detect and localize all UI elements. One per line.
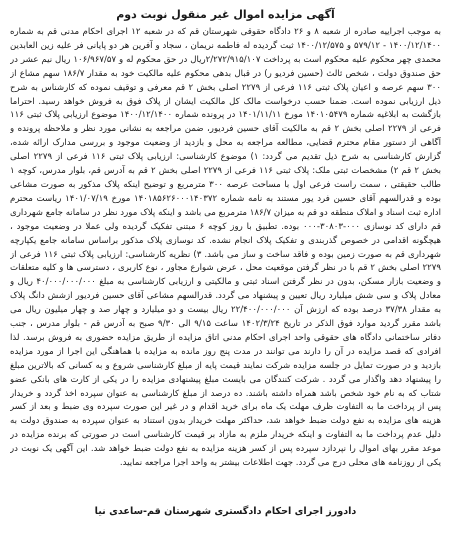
notice-signature: دادورز اجرای احکام دادگستری شهرستان قم-ساعدی نیا	[94, 506, 357, 517]
notice-title: آگهی مزایده اموال غیر منقول نوبت دوم	[116, 8, 335, 21]
notice-body: به موجب اجراییه صادره از شعبه ۸ و ۲۶ دادگاه حقوقی شهرستان قم که در شعبه ۱۲ اجرای احکام مدنی قم به شماره ۱۴۰۰/۱۲/۱۴۰۰ - ۵۷۹/۱۲ و ۱۴۰۰/۱۲/۵۷۵ ثبت گردیده له فاطمه نریمان ، سجاد و آفرین هر دو پایانی فر علیه زین العابدین محمدی چهر محکوم علیه محکوم است به پرداخت ۲/۲۷۲/۹۱۵/۱۰۷ریال در حق محکوم له و ۱۰۶/۹۶۷/۵۷ ریال نیم عشر در حق صندوق دولت ، شخص ثالث (حسین فردیو ر) در قبال بدهی محکوم علیه مالکیت خود به مقدار ۱۸۶/۷ سهم مشاع از ۳۰۰ سهم عرصه و اعیان پلاک ثبتی ۱۱۶ فرعی از ۲۲۷۹ اصلی بخش ۲ قم معرفی و توقیف نموده که کارشناس به شرح ذیل ارزیابی نموده است. ضمنا حسب درخواست مالک کل مالکیت ایشان از پلاک فوق به فروش خواهد رسید. احتراما بازگشت به ابلاغیه شماره ۱۴۰۱۰۵۴۷۹ مورخ ۱۴۰۱/۱۱/۱۱ در پرونده شماره ۱۴۰۰/۱۲/۱۴۰۰ موضوع ارزیابی پلاک ثبتی ۱۱۶ فرعی از ۲۲۷۹ اصلی بخش ۲ قم به مالکیت آقای حسین فردیور، ضمن مراجعه به نشانی مورد نظر و ملاحظه پرونده و آگاهی از دستور مقام محترم قضایی، مطالعه مراجعه به محل و بازدید از وضعیت موجود و بررسی مدارک ارائه شده، گزارش کارشناسی به شرح ذیل تقدیم می گردد: ۱) موضوع کارشناسی: ارزیابی پلاک ثبتی ۱۱۶ فرعی از ۲۲۷۹ اصلی بخش ۲ قم ۲) مشخصات ثبتی ملک: پلاک ثبتی ۱۱۶ فرعی از ۲۲۷۹ اصلی بخش ۲ قم به آدرس قم، بلوار مدرس، کوچه ۱ طالب حقیقتی ، سمت راست فرعی اول با مساحت عرصه ۳۰۰ مترمربع و توضیح اینکه پلاک مذکور به صورت مشاعی بوده و قدرالسهم آقای حسین فرد یور مستند به نامه شماره ۱۴۰۱۸۵۶۲۶۰۰۰۱۴۰۳۷۲ مورخ ۱۴۰۱/۰۷/۱۹ ریاست محترم اداره ثبت اسناد و املاک منطقه دو قم به میزان ۱۸۶/۷ مترمربع می باشد و اینکه پلاک مورد نظر در سامانه جامع شهرداری قم دارای کد نوسازی ۰۰۰-۳۰۸۰۳-۰۰۰ بوده. تطبیق با روز کوچه ۶ مبتنی تفکیک گردیده ولی عملا در وضعیت موجود ، هیچگونه اقدامی در خصوص گذربندی و تفکیک پلاک انجام نشده. کد نوسازی پلاک مذکور براساس سامانه جامع یکپارچه شهرداری قم به صورت زمین بوده و فاقد ساخت و ساز می باشد. ۳) نظریه کارشناسی: ارزیابی پلاک ثبتی ۱۱۶ فرعی از ۲۲۷۹ اصلی بخش ۲ قم با در نظر گرفتن موقعیت محل ، عرض شوارع مجاور ، نوع کاربری ، دسترسی ها و کلیه متعلقات و وضعیت بازار مسکن، بدون در نظر گرفتن اسناد ثبتی و مالکیتی و ارزیابی کارشناسی به مبلغ ۴۰/۰۰۰/۰۰۰/۰۰۰ ریال و معادل پلاک و سی شش میلیارد ریال تعیین و پیشنهاد می گردد. قدرالسهم مشاعی آقای حسین فردیور ازشش دانگ پلاک به مقدار ۳۷/۳۸ درصد بوده که ارزش آن ۲۲/۴۰۰/۰۰۰/۰۰۰ ریال بیست و دو میلیارد و چهار صد و چهار میلیون ریال می باشد مقرر گردید موارد فوق الذکر در تاریخ ۱۴۰۲/۳/۲۴ ساعت ۹/۱۵ الی ۹/۳۰ صبح به آدرس قم - بلوار مدرس ، جنب دفاتر ساختمانی دادگاه های حقوقی واحد اجرای احکام مدنی اتاق مزایده از طریق مزایده حضوری به فروش برسد. لذا افرادی که قصد مزایده در آن را دارند می توانند در مدت پنج روز مانده به مزایده با هماهنگی این اجرا از مورد مزایده بازدید و در صورت تمایل در جلسه مزایده شرکت نمایند قیمت پایه از مبلغ کارشناسی شروع و به کسانی که بالاترین مبلغ را پیشنهاد دهد واگذار می گردد . شرکت کنندگان می بایست مبلغ پیشنهادی مزایده را در یکی از کارت های بانکی عضو شتاب که به نام خود شخص باشد همراه داشته باشند. ده درصد از مبلغ کارشناسی به عنوان سپرده اخذ گردد و خریدار پس از پرداخت ما به التفاوت ظرف مهلت یک ماه برای خرید اقدام و در غیر این صورت سپرده وی ضبط و بعد از کسر هزینه های مزایده به نفع دولت ضبط خواهد شد، حداکثر مهلت خریدار بدون استناد به عنوان سپرده به صندوق دولت به دلیل عدم پرداخت ما به التفاوت و اینکه خریدار ملزم به مازاد بر قیمت کارشناسی است در صورتی که برنده مزایده در موعد مقرر بهای اموال را نپردازد سپرده پس از کسر هزینه مزایده به نفع دولت ضبط خواهد شد. این آگهی یک نوبت در یکی از روزنامه های محلی درج می گردد. جهت اطلاعات بیشتر به واحد اجرا مراجعه نمایید.	[10, 27, 441, 469]
